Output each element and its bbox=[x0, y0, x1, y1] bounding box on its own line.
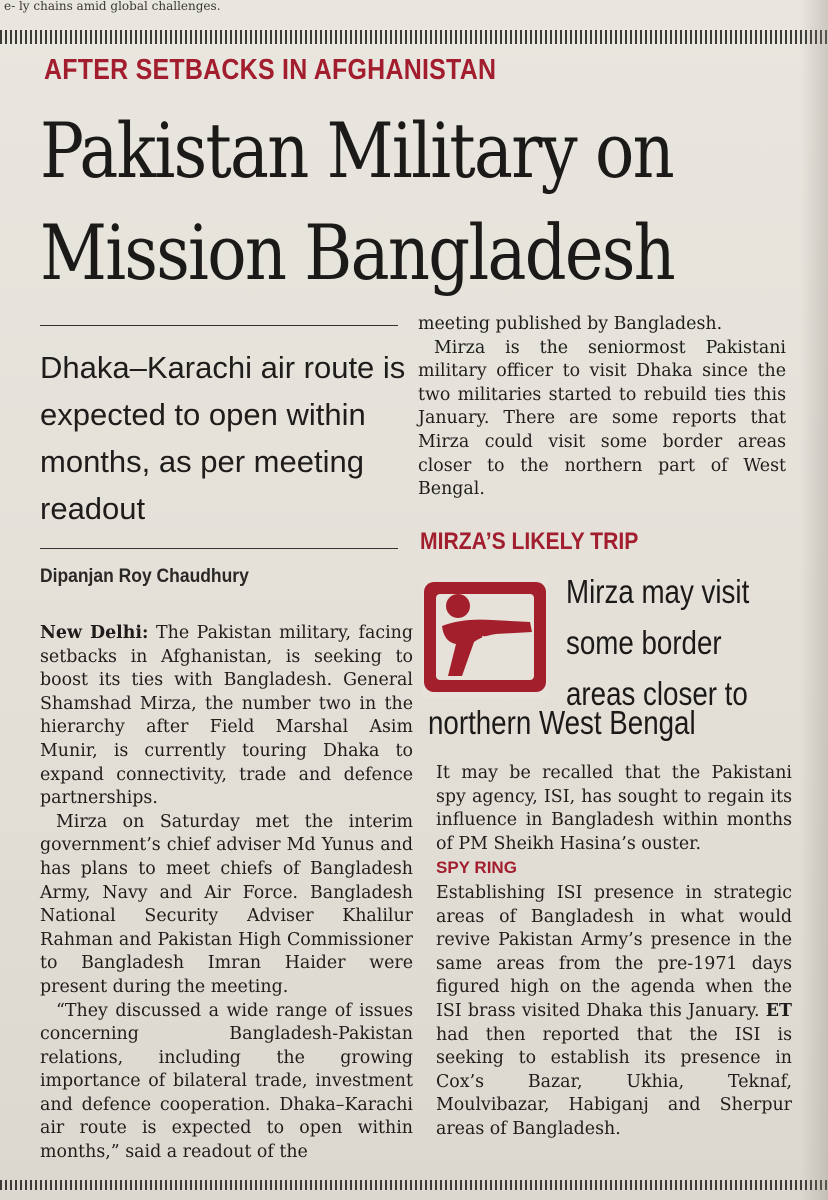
box-kicker: MIRZA’S LIKELY TRIP bbox=[420, 528, 639, 555]
body-paragraph bbox=[40, 622, 413, 811]
pull-quote bbox=[566, 566, 776, 719]
pull-quote-line: some border bbox=[566, 624, 722, 661]
paragraph-text: had then reported that the ISI is seeking to establish its presence in Cox’s Bazar, Ukhia, Teknaf, Moulvibazar, Habiganj and Sherpur areas of Bangladesh. bbox=[436, 1024, 792, 1139]
dotted-rule-bottom bbox=[0, 1180, 828, 1190]
saluting-hand-logo-icon bbox=[422, 576, 548, 698]
et-logo-text: ET bbox=[765, 1000, 792, 1021]
body-column-1 bbox=[40, 622, 413, 1165]
body-column-3 bbox=[436, 762, 792, 856]
headline-line-2: Mission Bangladesh bbox=[40, 208, 675, 297]
article-kicker: AFTER SETBACKS IN AFGHANISTAN bbox=[44, 54, 497, 86]
previous-article-fragment: e- ly chains amid global challenges. bbox=[4, 0, 221, 13]
pull-quote-line: Mirza may visit bbox=[566, 573, 750, 610]
page-fold-shadow bbox=[800, 0, 828, 1200]
body-paragraph: Mirza is the seniormost Pakistani military officer to visit Dhaka since the two militaries started to rebuild ties this January. There are some reports that Mirza could visit some border areas closer to the northern part of West Bengal. bbox=[418, 337, 786, 500]
pull-quote-last-line: northern West Bengal bbox=[428, 704, 696, 741]
pull-quote-line: areas closer to bbox=[566, 675, 748, 712]
paragraph-text: The Pakistan military, facing setbacks in Afghanistan, is seeking to boost its ties with Bangladesh. General Shamshad Mirza, the number two in the hierarchy after Field Marshal Asim Munir, is currently touring Dhaka to expand connectivity, trade and defence partnerships. bbox=[40, 623, 413, 809]
headline-line-1: Pakistan Military on bbox=[40, 106, 674, 195]
body-paragraph: meeting published by Bangladesh. bbox=[418, 314, 723, 334]
body-column-2 bbox=[418, 313, 786, 502]
paragraph-text: Establishing ISI presence in strategic areas of Bangladesh in what would revive Pakistan Army’s presence in the same areas from the pre-1971 days figured high on the agenda when the ISI brass visited Dhaka this January. bbox=[436, 883, 792, 1021]
dateline: New Delhi: bbox=[40, 623, 149, 643]
body-paragraph: “They discussed a wide range of issues concerning Bangladesh-Pakistan relations, including the growing importance of bilateral trade, investment and defence cooperation. Dhaka–Karachi air route is expected to open within months,” said a readout of the bbox=[40, 1000, 413, 1163]
body-paragraph: It may be recalled that the Pakistani spy agency, ISI, has sought to regain its influence in Bangladesh within months of PM Sheikh Hasina’s ouster. bbox=[436, 763, 792, 854]
deck-subheadline: Dhaka–Karachi air route is expected to open within months, as per meeting readout bbox=[40, 350, 406, 526]
byline: Dipanjan Roy Chaudhury bbox=[40, 566, 249, 587]
section-kicker-spy-ring: SPY RING bbox=[436, 858, 517, 877]
headline bbox=[40, 100, 711, 304]
deck-rule-top bbox=[40, 325, 398, 326]
dotted-rule bbox=[0, 30, 828, 44]
body-paragraph bbox=[436, 882, 792, 1142]
body-paragraph: Mirza on Saturday met the interim government’s chief adviser Md Yunus and has plans to meet chiefs of Bangladesh Army, Navy and Air Force. Bangladesh National Security Adviser Khalilur Rahman and Pakistan High Commissioner to Bangladesh Imran Haider were present during the meeting. bbox=[40, 811, 413, 997]
body-column-4 bbox=[436, 882, 792, 1142]
deck-rule-bottom bbox=[40, 548, 398, 549]
